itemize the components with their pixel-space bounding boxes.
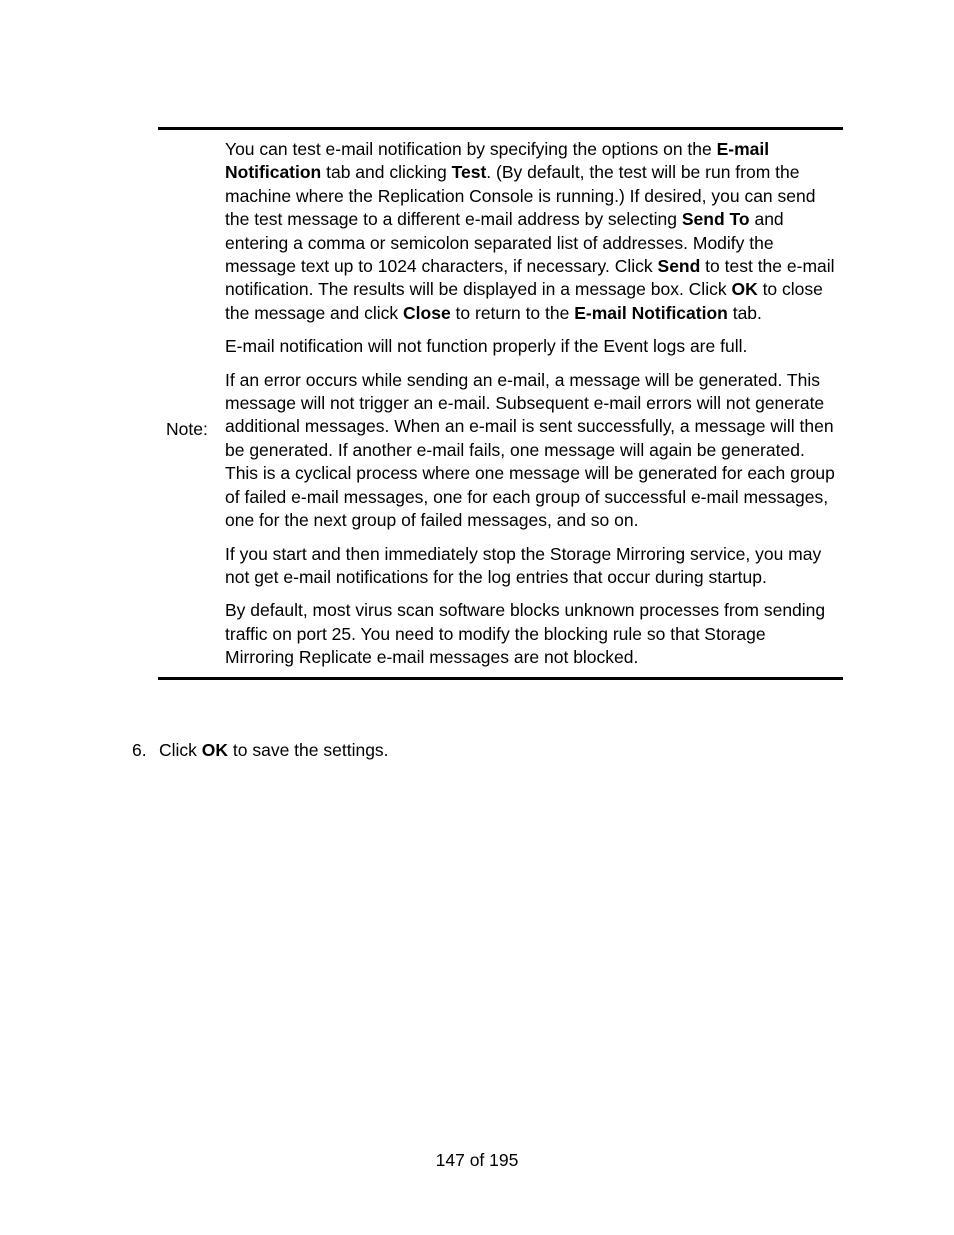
bold-send: Send xyxy=(657,256,701,277)
note-block xyxy=(158,127,843,680)
bold-ok: OK xyxy=(201,740,229,760)
text-run: to return to the xyxy=(450,302,575,323)
note-paragraph-error-cycle: If an error occurs while sending an e-mail, a message will be generated. This message will not trigger an e-mail. Subsequent e-mail errors will not generate additional messages. When an e-mail is sent successfully, a message will then be generated. If another e-mail fails, one message will again be generated. This is a cyclical process where one message will be generated for each group of failed e-mail messages, one for each group of successful e-mail messages, one for the next group of failed messages, and so on. xyxy=(225,369,835,531)
note-body xyxy=(225,138,839,670)
bold-test: Test xyxy=(451,162,487,183)
text-run: Click xyxy=(159,740,202,760)
note-paragraph-test-email xyxy=(225,138,839,325)
page-number: 147 of 195 xyxy=(435,1150,519,1170)
text-run: tab and clicking xyxy=(321,162,452,183)
note-paragraph-event-logs: E-mail notification will not function properly if the Event logs are full. xyxy=(225,336,748,357)
bold-send-to: Send To xyxy=(681,209,750,230)
note-paragraph-service-stop: If you start and then immediately stop the Storage Mirroring service, you may not get e-mail notifications for the log entries that occur during startup. xyxy=(225,543,822,587)
step-6 xyxy=(132,739,389,762)
text-run: You can test e-mail notification by specifying the options on the xyxy=(225,139,717,159)
text-run: to test the e-mail notification. The results will be displayed in a message box. Click xyxy=(225,256,835,300)
note-label: Note: xyxy=(166,419,208,439)
bold-email-notification: E-mail Notification xyxy=(574,302,728,323)
step-number: 6. xyxy=(132,740,147,760)
note-paragraph-virus-scan: By default, most virus scan software blocks unknown processes from sending traffic on port 25. You need to modify the blocking rule so that Storage Mirroring Replicate e-mail messages are not blocked. xyxy=(225,600,826,668)
text-run: to save the settings. xyxy=(228,740,389,760)
text-run: . (By default, the test will be run from the machine where the Replication Console is running.) If desired, you can send the test message to a different e-mail address by selecting xyxy=(225,162,816,230)
text-run: tab. xyxy=(727,302,762,323)
bold-close: Close xyxy=(403,302,451,323)
bold-email-notification: E-mail Notification xyxy=(225,139,770,183)
text-run: and entering a comma or semicolon separated list of addresses. Modify the message text up to 1024 characters, if necessary. Click xyxy=(225,209,784,277)
bold-ok: OK xyxy=(731,279,758,300)
text-run: to close the message and click xyxy=(225,279,823,323)
